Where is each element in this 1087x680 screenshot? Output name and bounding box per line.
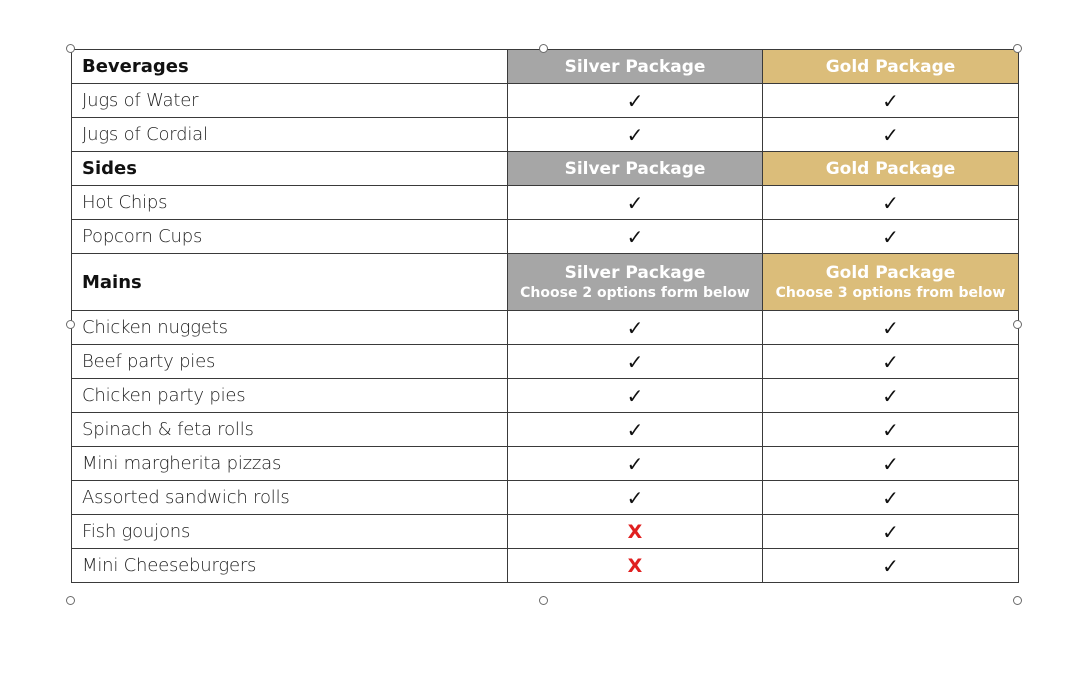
- gold-check-icon: ✓: [763, 549, 1019, 583]
- table-row: [72, 345, 1019, 379]
- table-row: [72, 481, 1019, 515]
- silver-package-header: Silver Package: [508, 50, 763, 84]
- gold-check-icon: ✓: [763, 413, 1019, 447]
- silver-check-icon: ✓: [508, 447, 763, 481]
- silver-check-icon: ✓: [508, 413, 763, 447]
- gold-check-icon: ✓: [763, 118, 1019, 152]
- table-row: [72, 118, 1019, 152]
- item-name: Hot Chips: [72, 186, 508, 220]
- table-row: [72, 447, 1019, 481]
- section-header-row: [72, 50, 1019, 84]
- item-name: Mini Cheeseburgers: [72, 549, 508, 583]
- table-row: [72, 413, 1019, 447]
- gold-package-header: [763, 254, 1019, 311]
- silver-check-icon: ✓: [508, 220, 763, 254]
- item-name: Mini margherita pizzas: [72, 447, 508, 481]
- gold-check-icon: ✓: [763, 186, 1019, 220]
- silver-package-header: Silver Package: [508, 152, 763, 186]
- gold-check-icon: ✓: [763, 220, 1019, 254]
- item-name: Beef party pies: [72, 345, 508, 379]
- gold-check-icon: ✓: [763, 84, 1019, 118]
- silver-check-icon: ✓: [508, 481, 763, 515]
- resize-handle-top-left[interactable]: [66, 44, 75, 53]
- gold-check-icon: ✓: [763, 379, 1019, 413]
- item-name: Chicken nuggets: [72, 311, 508, 345]
- resize-handle-middle-left[interactable]: [66, 320, 75, 329]
- section-header-row: [72, 152, 1019, 186]
- gold-check-icon: ✓: [763, 515, 1019, 549]
- silver-cross-icon: X: [508, 549, 763, 583]
- silver-check-icon: ✓: [508, 118, 763, 152]
- section-title-mains: Mains: [72, 254, 508, 311]
- item-name: Jugs of Cordial: [72, 118, 508, 152]
- resize-handle-top-center[interactable]: [539, 44, 548, 53]
- silver-check-icon: ✓: [508, 84, 763, 118]
- gold-check-icon: ✓: [763, 481, 1019, 515]
- silver-package-header: [508, 254, 763, 311]
- gold-check-icon: ✓: [763, 447, 1019, 481]
- resize-handle-middle-right[interactable]: [1013, 320, 1022, 329]
- section-header-row: [72, 254, 1019, 311]
- silver-check-icon: ✓: [508, 186, 763, 220]
- item-name: Fish goujons: [72, 515, 508, 549]
- section-title-sides: Sides: [72, 152, 508, 186]
- gold-package-header: Gold Package: [763, 50, 1019, 84]
- silver-check-icon: ✓: [508, 311, 763, 345]
- table-row: [72, 549, 1019, 583]
- silver-cross-icon: X: [508, 515, 763, 549]
- item-name: Jugs of Water: [72, 84, 508, 118]
- resize-handle-bottom-right[interactable]: [1013, 596, 1022, 605]
- silver-package-subtitle: Choose 2 options form below: [520, 285, 750, 301]
- table-row: [72, 311, 1019, 345]
- silver-check-icon: ✓: [508, 379, 763, 413]
- resize-handle-bottom-center[interactable]: [539, 596, 548, 605]
- item-name: Popcorn Cups: [72, 220, 508, 254]
- package-table-object[interactable]: [71, 49, 1018, 602]
- gold-check-icon: ✓: [763, 345, 1019, 379]
- silver-check-icon: ✓: [508, 345, 763, 379]
- resize-handle-top-right[interactable]: [1013, 44, 1022, 53]
- gold-package-title: Gold Package: [825, 263, 956, 283]
- item-name: Spinach & feta rolls: [72, 413, 508, 447]
- resize-handle-bottom-left[interactable]: [66, 596, 75, 605]
- gold-package-header: Gold Package: [763, 152, 1019, 186]
- gold-check-icon: ✓: [763, 311, 1019, 345]
- table-row: [72, 379, 1019, 413]
- item-name: Assorted sandwich rolls: [72, 481, 508, 515]
- section-title-beverages: Beverages: [72, 50, 508, 84]
- table-row: [72, 84, 1019, 118]
- table-row: [72, 220, 1019, 254]
- item-name: Chicken party pies: [72, 379, 508, 413]
- silver-package-title: Silver Package: [564, 263, 706, 283]
- table-row: [72, 186, 1019, 220]
- package-comparison-table: [71, 49, 1019, 583]
- table-row: [72, 515, 1019, 549]
- gold-package-subtitle: Choose 3 options from below: [775, 285, 1006, 301]
